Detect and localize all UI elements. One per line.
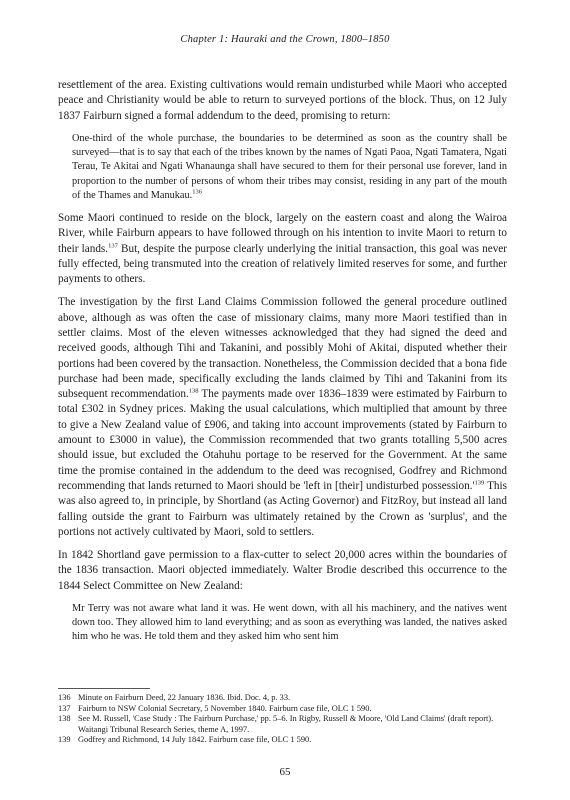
paragraph-text: Some Maori continued to reside on the block, largely on the eastern coast and along the Wairoa River, while Fairburn appears to have followed through on his intention to invite Maori to return to their lands. — [58, 211, 507, 255]
footnote — [58, 693, 507, 704]
paragraph-text: In 1842 Shortland gave permission to a flax-cutter to select 20,000 acres within the boundaries of the 1836 transaction. Maori objected immediately. Walter Brodie described this occurrence to the 1844 Select Committee on New Zealand: — [58, 549, 507, 592]
paragraph — [58, 295, 507, 540]
paragraph-text: resettlement of the area. Existing cultivations would remain undisturbed while Maori who accepted peace and Christianity would be able to return to surveyed portions of the block. Thus, on 12 July 1837 Fairburn signed a formal addendum to the deed, promising to return: — [58, 79, 507, 122]
footnote-text: Godfrey and Richmond, 14 July 1842. Fairburn case file, OLC 1 590. — [78, 735, 312, 745]
block-quote — [72, 132, 507, 203]
quote-text: One-third of the whole purchase, the boundaries to be determined as soon as the country shall be surveyed—that is to say that each of the tribes known by the names of Ngati Paoa, Ngati Tamatera, Ngati Terau, Te Akitai and Ngati Whanaunga shall have secured to them for their personal use forever, land in proportion to the number of persons of whom their tribes may consist, residing in any part of the mouth of the Thames and Manukau. — [72, 132, 507, 201]
running-head: Chapter 1: Hauraki and the Crown, 1800–1850 — [180, 34, 390, 45]
quote-text: Mr Terry was not aware what land it was. He went down, with all his machinery, and the natives went down too. They allowed him to land everything; and as soon as everything was landed, the natives asked him who he was. He told them and they asked him who sent him — [72, 603, 507, 643]
paragraph-text: But, despite the purpose clearly underlying the initial transaction, this goal was never fully effected, being transmuted into the creation of relatively limited reserves for some, and further payments to others. — [58, 242, 507, 286]
footnote-number: 137 — [58, 703, 71, 713]
footnote-rule — [58, 688, 150, 689]
footnote-ref[interactable]: 138 — [188, 387, 199, 395]
footnote-number: 138 — [58, 714, 71, 724]
footnote-ref[interactable]: 139 — [474, 479, 485, 487]
footnotes — [58, 693, 507, 746]
footnote-ref[interactable]: 137 — [108, 241, 118, 249]
paragraph-text: The investigation by the first Land Claims Commission followed the general procedure outlined above, although as was often the case of missionary claims, many more Maori testified than in settler claims. Most of the eleven witnesses acknowledged that they had signed the deed and received goods, although Tihi and Takanini, and possibly Mohi of Akitai, disputed whether their portions had been covered by the transaction. Nonetheless, the Commission decided that a bona fide purchase had been made, specifically excluding the lands claimed by Tihi and Takanini from its subsequent recommendation. — [58, 296, 507, 401]
paragraph — [58, 548, 507, 594]
paragraph — [58, 211, 507, 287]
body-text — [58, 78, 507, 653]
footnote — [58, 714, 507, 735]
paragraph — [58, 78, 507, 124]
footnote-number: 139 — [58, 735, 71, 745]
footnote-text: Fairburn to NSW Colonial Secretary, 5 November 1840. Fairburn case file, OLC 1 590. — [78, 703, 372, 713]
footnote-text: Minute on Fairburn Deed, 22 January 1836. Ibid. Doc. 4, p. 33. — [78, 693, 291, 702]
page-number: 65 — [279, 766, 291, 778]
footnote — [58, 704, 507, 715]
block-quote — [72, 602, 507, 645]
footnote-number: 136 — [58, 693, 71, 702]
footnote-ref[interactable]: 136 — [192, 188, 202, 196]
footnote — [58, 735, 507, 746]
paragraph-text: This was also agreed to, in principle, by Shortland (as Acting Governor) and FitzRoy, but instead all land falling outside the grant to Fairburn was ultimately retained by the Crown as 'surplus', and the portions not actively cultivated by Maori, sold to settlers. — [58, 479, 507, 538]
paragraph-text: The payments made over 1836–1839 were estimated by Fairburn to total £302 in Sydney prices. Making the usual calculations, which multiplied that amount by three to give a New Zealand value of £906, and taking into account improvements (stated by Fairburn to amount to £3000 in value), the Commission recommended that two grants totalling 5,500 acres should issue, but excluded the Otahuhu portage to be reserved for the Government. At the same time the promise contained in the addendum to the deed was recognised, Godfrey and Richmond recommending that lands returned to Maori should be 'left in [their] undisturbed possession.' — [58, 388, 507, 492]
footnote-text: See M. Russell, 'Case Study : The Fairburn Purchase,' pp. 5–6. In Rigby, Russell & Moore, 'Old Land Claims' (draft report). Waitangi Tribunal Research Series, theme A, 1997. — [78, 714, 494, 734]
